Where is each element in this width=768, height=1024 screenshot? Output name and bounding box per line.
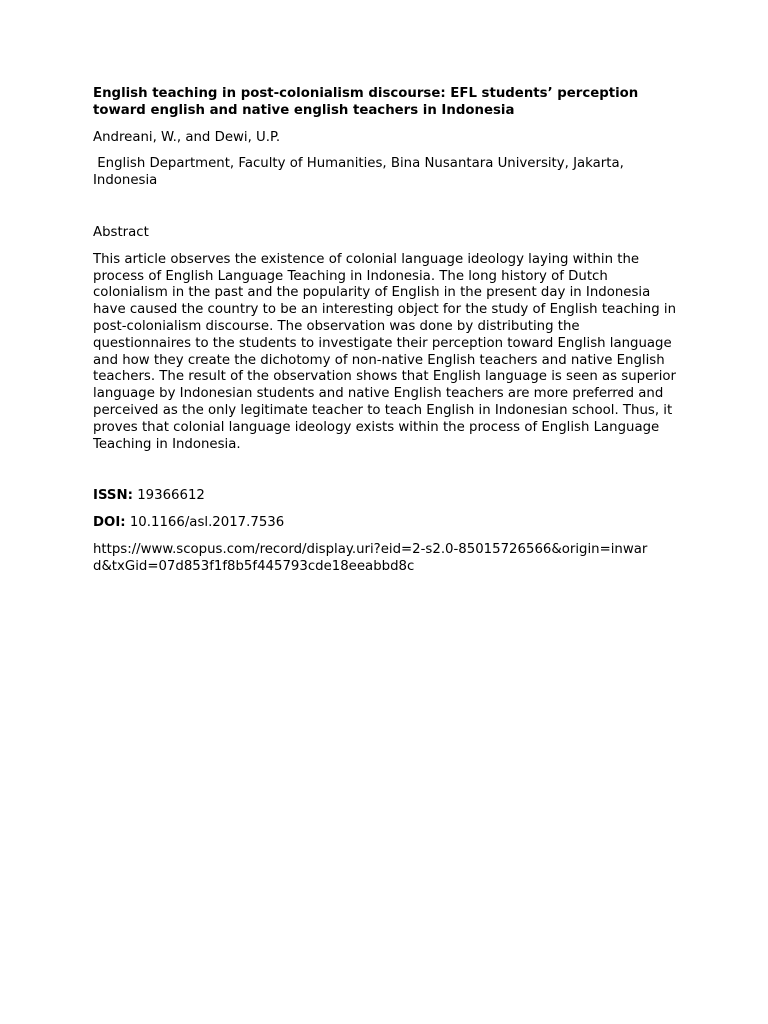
document-page — [93, 86, 693, 576]
paper-authors: Andreani, W., and Dewi, U.P. — [93, 129, 281, 145]
issn-value: 19366612 — [137, 488, 205, 504]
doi-line — [93, 515, 693, 532]
issn-label: ISSN: — [93, 488, 133, 504]
scopus-link[interactable]: https://www.scopus.com/record/display.uri?eid=2-s2.0-85015726566&origin=inward&txGid=07d853f1f8b5f445793cde18eeabbd8c — [93, 541, 648, 574]
doi-value: 10.1166/asl.2017.7536 — [129, 515, 285, 531]
issn-line — [93, 488, 693, 505]
doi-label: DOI: — [93, 515, 126, 531]
abstract-body: This article observes the existence of colonial language ideology laying within the process of English Language Teaching in Indonesia. The long history of Dutch colonialism in the past and the popularity of English in the present day in Indonesia have caused the country to be an interesting object for the study of English teaching in post-colonialism discourse. The observation was done by distributing the questionnaires to the students to investigate their perception toward English language and how they create the dichotomy of non-native English teachers and native English teachers. The result of the observation shows that English language is seen as superior language by Indonesian students and native English teachers are more preferred and perceived as the only legitimate teacher to teach English in Indonesian school. Thus, it proves that colonial language ideology exists within the process of English Language Teaching in Indonesia. — [93, 251, 677, 452]
paper-title: English teaching in post-colonialism discourse: EFL students’ perception toward english and native english teachers in Indonesia — [93, 86, 639, 118]
abstract-heading: Abstract — [93, 224, 149, 240]
paper-affiliation: English Department, Faculty of Humanities, Bina Nusantara University, Jakarta, Indonesia — [93, 156, 629, 189]
